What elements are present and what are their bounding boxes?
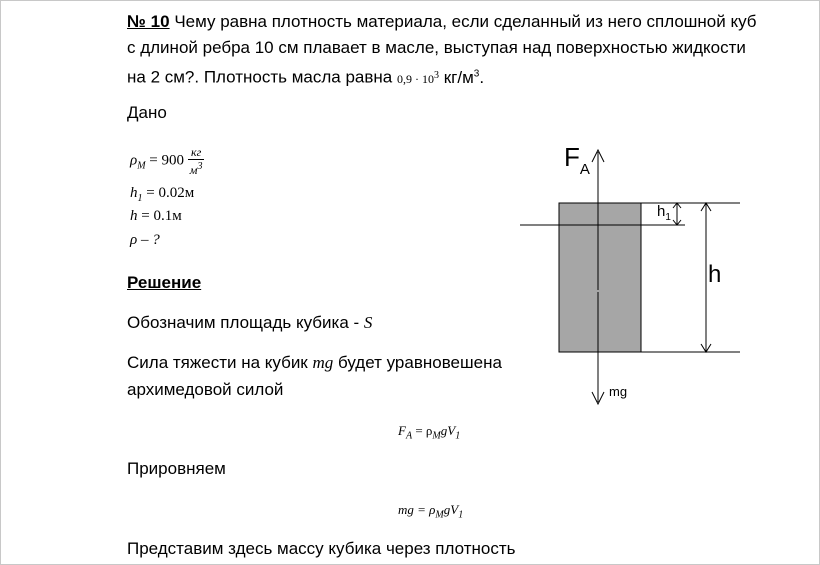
oil-density-value: $0,9 \cdot 10^3$: [397, 69, 439, 86]
problem-text-1: Чему равна плотность материала, если сделанный из него сплошной куб: [174, 12, 757, 31]
h1-label: $h_1$: [657, 203, 671, 223]
problem-number: № 10: [127, 12, 170, 31]
area-line: Обозначим площадь кубика - S: [127, 313, 373, 332]
given-heading: Дано: [127, 103, 167, 122]
h-label: h: [708, 261, 722, 288]
given-rho-m: $\rho_М = 900$ $\frac{кг}{м^3}$: [130, 145, 203, 177]
given-h1: $h_1 = 0.02м$: [130, 185, 195, 204]
solution-heading: Решение: [127, 273, 202, 292]
problem-line-3: [127, 64, 484, 89]
equation-balance: mg = $\rho_МgV_1$: [398, 502, 464, 521]
gravity-symbol: mg: [312, 353, 334, 372]
gravity-line-2: архимедовой силой: [127, 380, 284, 399]
cube-diagram: [520, 140, 780, 420]
last-line: Представим здесь массу кубика через плотность: [127, 539, 516, 558]
equate-line: Прировняем: [127, 459, 226, 478]
force-label: $F_A$: [564, 142, 590, 178]
gravity-line-1: Сила тяжести на кубик mg будет уравновешена: [127, 353, 502, 372]
area-symbol: S: [363, 313, 373, 332]
oil-density-unit: $кг/м^3$.: [443, 67, 485, 87]
given-rho-unknown: ρ – ?: [130, 232, 160, 248]
equation-archimedes: $F_A = \rho_МgV_1$: [398, 423, 461, 442]
problem-line-2: с длиной ребра 10 см плавает в масле, выступая над поверхностью жидкости: [127, 38, 746, 57]
problem-text-3: на 2 см?. Плотность масла равна: [127, 67, 393, 87]
given-h: h = 0.1м: [130, 208, 182, 224]
mg-label: mg: [609, 384, 628, 399]
problem-line-1: [127, 12, 757, 32]
